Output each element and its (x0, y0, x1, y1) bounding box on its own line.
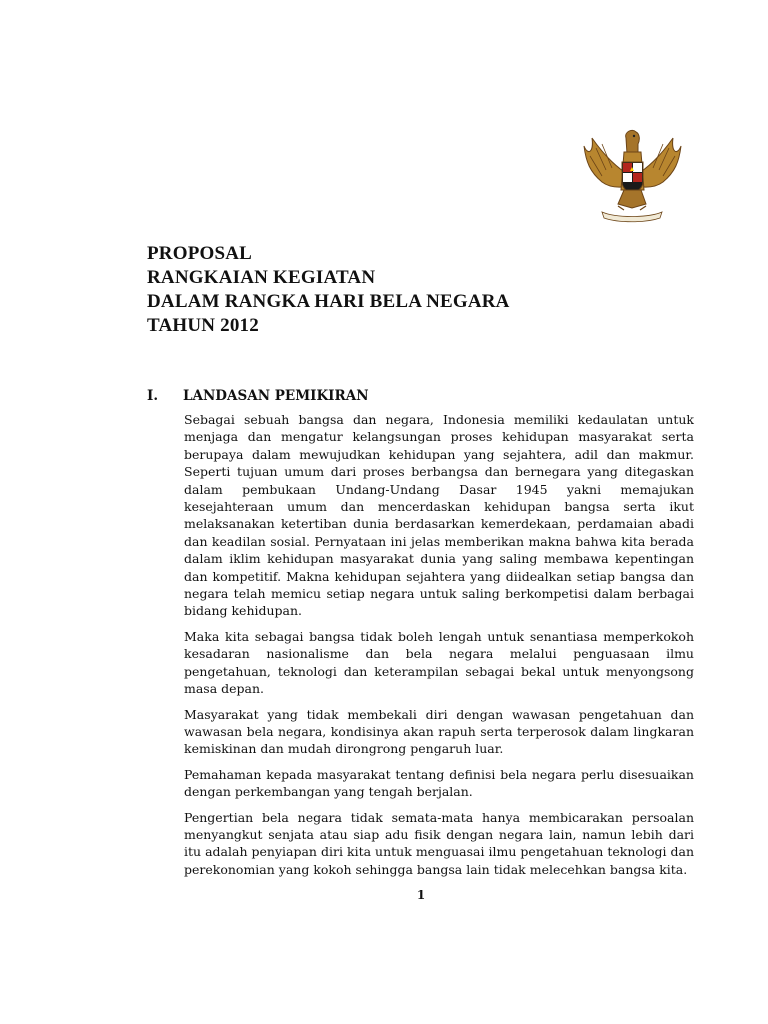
section-number: I. (147, 388, 159, 404)
title-line-2: RANGKAIAN KEGIATAN (147, 267, 376, 288)
title-line-3: DALAM RANGKA HARI BELA NEGARA (147, 291, 510, 312)
title-line-4: TAHUN 2012 (147, 315, 259, 336)
title-line-1: PROPOSAL (147, 243, 253, 264)
section-body (184, 411, 694, 886)
paragraph-4: Pemahaman kepada masyarakat tentang definisi bela negara perlu disesuaikan dengan perkembangan yang tengah berjalan. (184, 766, 694, 800)
paragraph-5: Pengertian bela negara tidak semata-mata hanya membicarakan persoalan menyangkut senjata atau siap adu fisik dengan negara lain, namun lebih dari itu adalah penyiapan diri kita untuk menguasai ilmu pengetahuan teknologi dan perekonomian yang kokoh sehingga bangsa lain tidak melecehkan bangsa kita. (184, 809, 694, 877)
page-number: 1 (416, 888, 426, 902)
paragraph-2: Maka kita sebagai bangsa tidak boleh lengah untuk senantiasa memperkokoh kesadaran nasionalisme dan bela negara melalui penguasaan ilmu pengetahuan, teknologi dan keterampilan sebagai bekal untuk menyongsong masa depan. (184, 628, 694, 697)
document-title (147, 242, 510, 338)
paragraph-1: Sebagai sebuah bangsa dan negara, Indonesia memiliki kedaulatan untuk menjaga dan mengatur kelangsungan proses kehidupan masyarakat serta berupaya dalam mewujudkan kehidupan yang sejahtera, adil dan makmur. Seperti tujuan umum dari proses berbangsa dan bernegara yang ditegaskan dalam pembukaan Undang-Undang Dasar 1945 yakni memajukan kesejahteraan umum dan mencerdaskan kehidupan bangsa serta ikut melaksanakan ketertiban dunia berdasarkan kemerdekaan, perdamaian abadi dan keadilan sosial. Pernyataan ini jelas memberikan makna bahwa kita berada dalam iklim kehidupan masyarakat dunia yang saling membawa kepentingan dan kompetitif. Makna kehidupan sejahtera yang diidealkan setiap bangsa dan negara telah memicu setiap negara untuk saling berkompetisi dalam berbagai bidang kehidupan. (184, 412, 694, 619)
section-heading (147, 388, 369, 404)
garuda-pancasila-emblem-icon (580, 128, 685, 223)
section-title: LANDASAN PEMIKIRAN (183, 388, 369, 404)
paragraph-3: Masyarakat yang tidak membekali diri dengan wawasan pengetahuan dan wawasan bela negara, kondisinya akan rapuh serta terperosok dalam lingkaran kemiskinan dan mudah dirongrong pengaruh luar. (184, 706, 694, 757)
